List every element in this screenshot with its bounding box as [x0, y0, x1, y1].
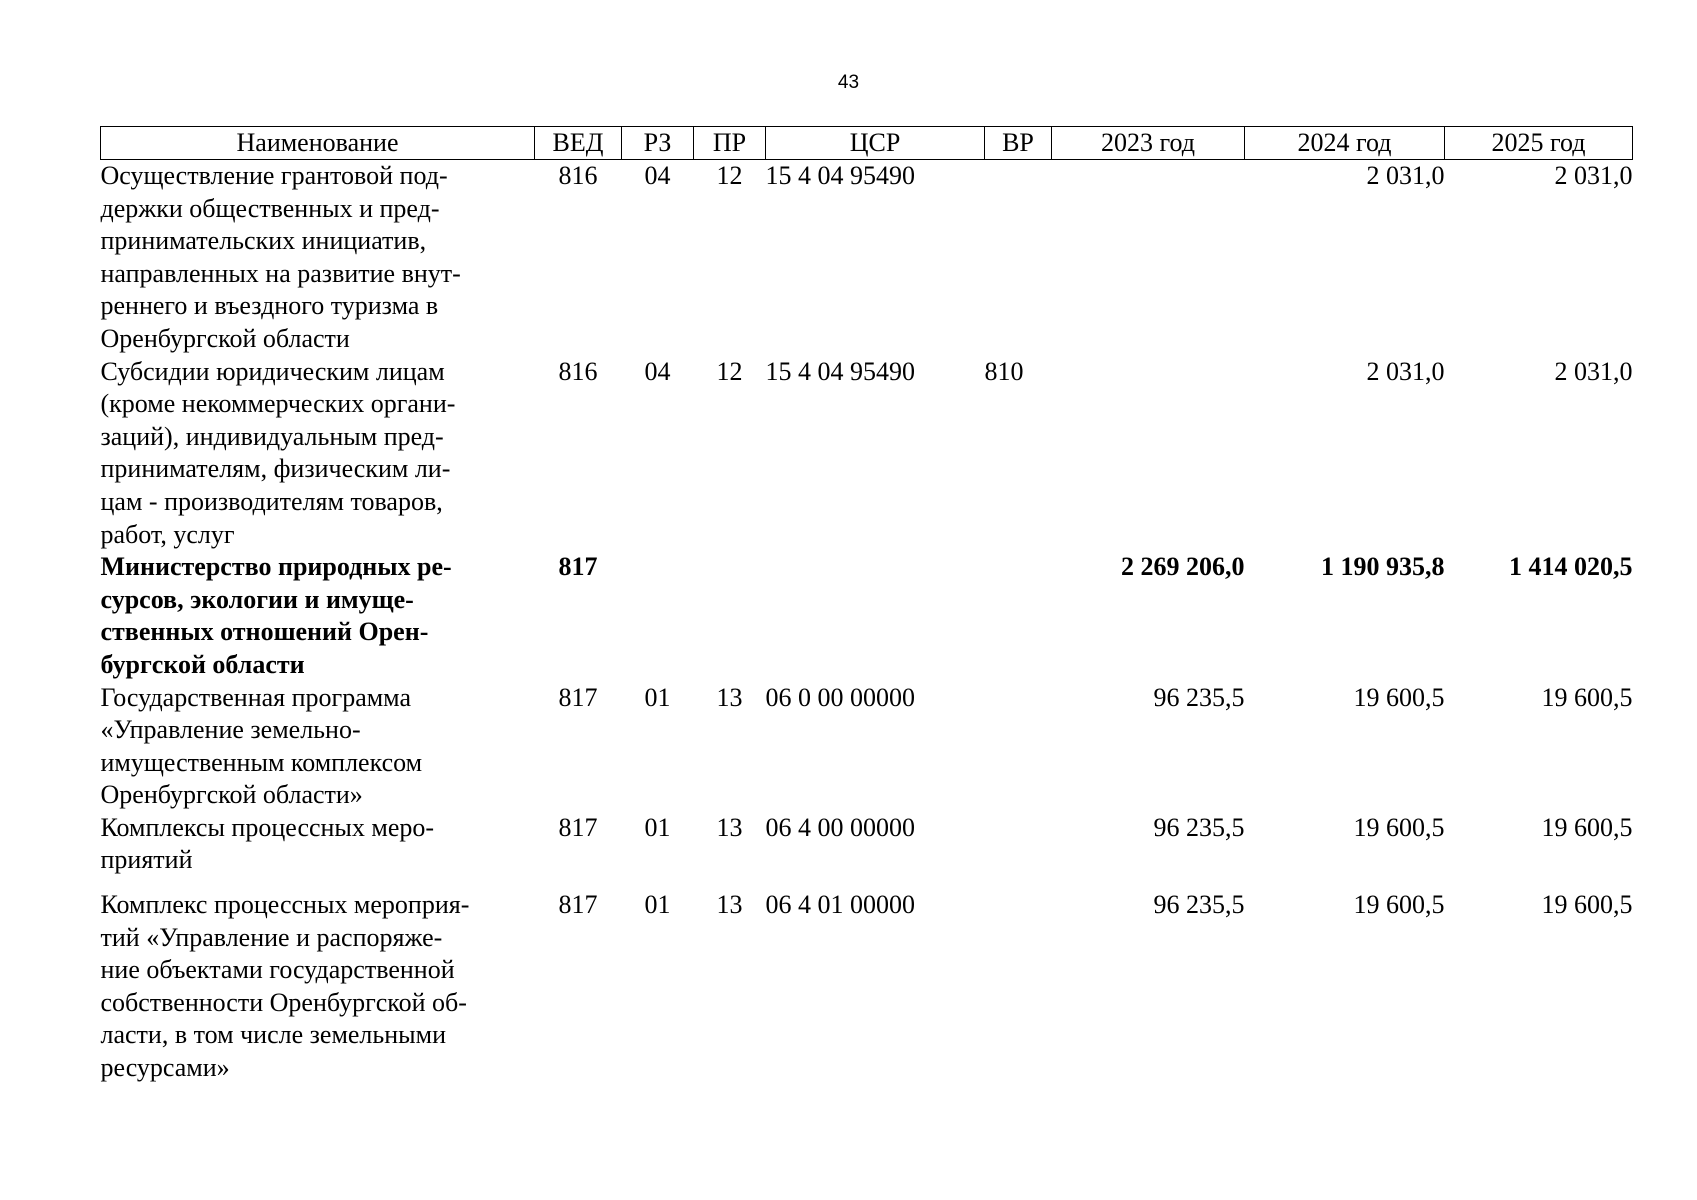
cell-csr: 06 0 00 00000: [765, 682, 915, 712]
cell-csr: [766, 551, 985, 681]
table-body: [101, 160, 1633, 1085]
cell-csr: 06 4 01 00000: [765, 890, 915, 920]
page-number: 43: [837, 72, 860, 93]
cell-name: Комплексы процессных меро- приятий: [100, 812, 435, 875]
cell-ved: 817: [558, 682, 598, 712]
cell-rz: 04: [644, 356, 671, 386]
table-row: [101, 812, 1633, 877]
header-ved: ВЕД: [535, 127, 622, 160]
header-pr: ПР: [694, 127, 766, 160]
table-row: [101, 877, 1633, 1085]
cell-ved: 817: [558, 890, 598, 920]
cell-2025: 2 031,0: [1554, 161, 1633, 190]
cell-rz: 04: [644, 161, 671, 190]
cell-name: Государственная программа «Управление земельно- имущественным комплексом Оренбургской области»: [100, 682, 423, 810]
cell-2025: 19 600,5: [1541, 890, 1633, 920]
table-row: [101, 356, 1633, 552]
cell-2023: 2 269 206,0: [1121, 552, 1245, 582]
cell-rz: 01: [644, 812, 671, 842]
cell-2025: 19 600,5: [1541, 682, 1633, 712]
table-row: [101, 160, 1633, 356]
table-row: [101, 551, 1633, 681]
header-2025: 2025 год: [1445, 127, 1633, 160]
cell-pr: 12: [716, 356, 743, 386]
header-rz: РЗ: [622, 127, 694, 160]
cell-pr: 13: [716, 812, 743, 842]
cell-2024: 19 600,5: [1353, 682, 1445, 712]
cell-vr: [985, 812, 1052, 877]
cell-csr: 15 4 04 95490: [765, 356, 915, 386]
cell-pr: 12: [716, 161, 743, 190]
header-csr: ЦСР: [766, 127, 985, 160]
header-2023: 2023 год: [1052, 127, 1245, 160]
table-row: [101, 682, 1633, 812]
header-vr: ВР: [985, 127, 1052, 160]
cell-ved: 816: [558, 356, 598, 386]
cell-rz: [622, 551, 694, 681]
header-row: [101, 127, 1633, 160]
cell-ved: 817: [558, 552, 598, 582]
cell-name: Осуществление грантовой под- держки общественных и пред- принимательских инициатив, направленных на развитие внут- реннего и въездного туризма в Оренбургской области: [100, 161, 461, 353]
cell-2025: 19 600,5: [1541, 812, 1633, 842]
cell-ved: 816: [558, 161, 598, 190]
cell-2024: 19 600,5: [1353, 812, 1445, 842]
cell-2023: [1052, 160, 1245, 356]
header-2024: 2024 год: [1245, 127, 1445, 160]
cell-name: Министерство природных ре- сурсов, экологии и имуще- ственных отношений Орен- бургской области: [100, 552, 452, 679]
cell-vr: [985, 877, 1052, 1085]
cell-csr: 15 4 04 95490: [765, 161, 915, 190]
cell-2024: 1 190 935,8: [1321, 552, 1445, 582]
cell-2025: 1 414 020,5: [1509, 552, 1633, 582]
header-name: Наименование: [101, 127, 535, 160]
cell-2024: 19 600,5: [1353, 890, 1445, 920]
budget-table: [100, 126, 1633, 1085]
cell-2023: 96 235,5: [1153, 890, 1245, 920]
cell-ved: 817: [558, 812, 598, 842]
cell-pr: [694, 551, 766, 681]
cell-name: Субсидии юридическим лицам (кроме некоммерческих органи- заций), индивидуальным пред- принимателям, физическим ли- цам - производителям товаров, работ, услуг: [100, 356, 456, 549]
cell-pr: 13: [716, 682, 743, 712]
cell-rz: 01: [644, 890, 671, 920]
cell-vr: [985, 682, 1052, 812]
cell-2024: 2 031,0: [1366, 356, 1445, 386]
cell-vr: [985, 160, 1052, 356]
cell-csr: 06 4 00 00000: [765, 812, 915, 842]
cell-name: Комплекс процессных мероприя- тий «Управление и распоряже- ние объектами государственной собственности Оренбургской об- ласти, в том числе земельными ресурсами»: [100, 890, 470, 1083]
cell-2024: 2 031,0: [1366, 161, 1445, 190]
cell-rz: 01: [644, 682, 671, 712]
cell-pr: 13: [716, 890, 743, 920]
cell-vr: [985, 551, 1052, 681]
cell-2023: [1052, 356, 1245, 552]
cell-2023: 96 235,5: [1153, 682, 1245, 712]
cell-2023: 96 235,5: [1153, 812, 1245, 842]
cell-vr: 810: [984, 356, 1024, 386]
cell-2025: 2 031,0: [1554, 356, 1633, 386]
